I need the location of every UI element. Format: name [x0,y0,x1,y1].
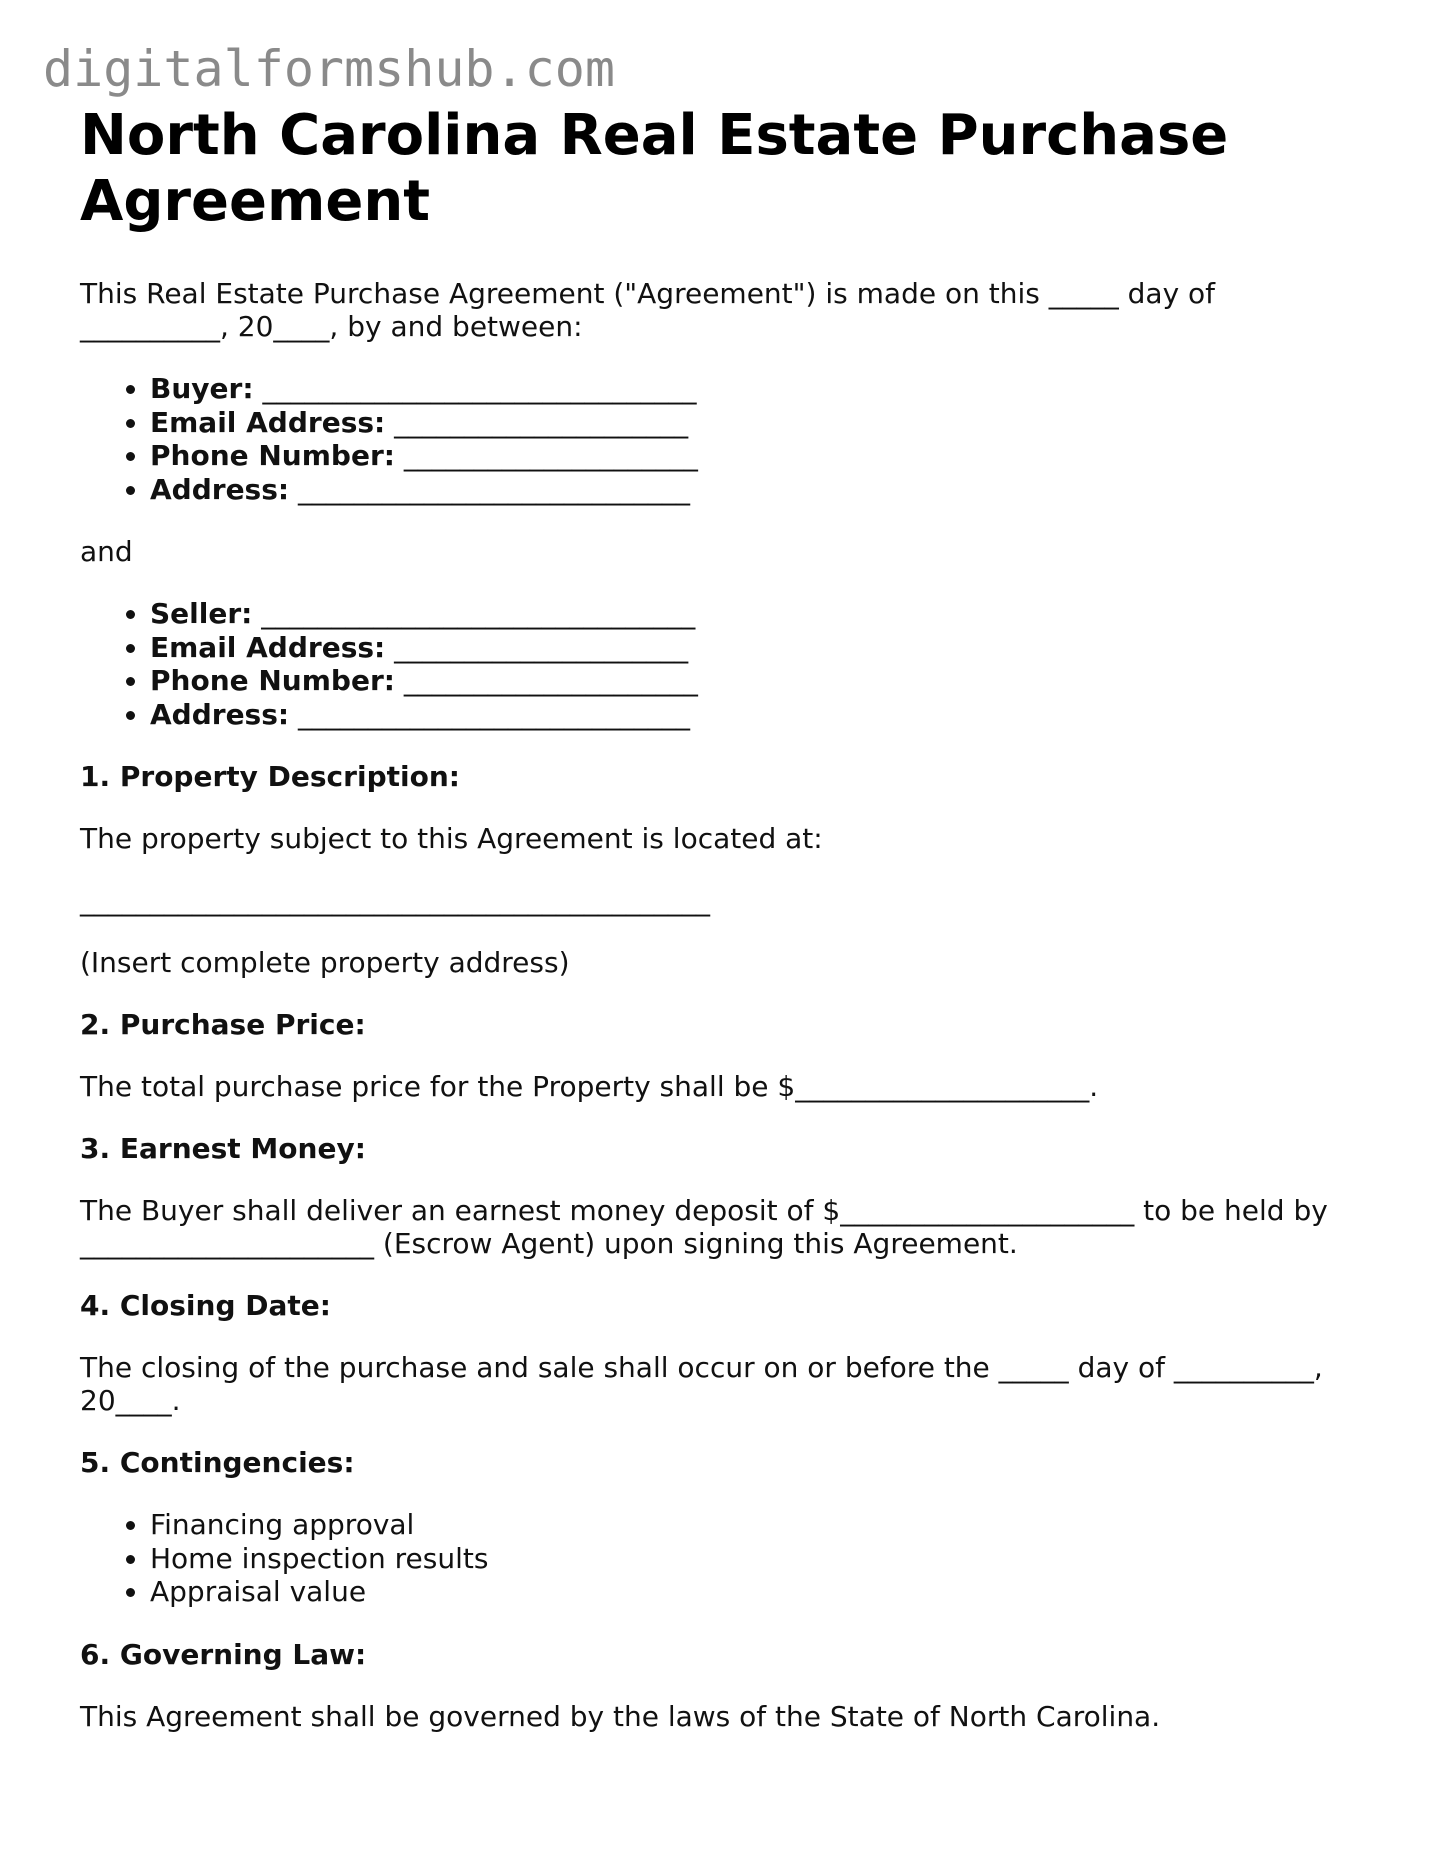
fill-blank: ____________________________ [298,697,690,731]
section-heading-contingencies: 5. Contingencies: [80,1446,355,1479]
fill-blank: _______________________________ [262,372,697,405]
fill-blank: _____________________ [403,439,698,472]
list-item: • Financing approval [150,1508,1380,1542]
fill-blank: _______________________________ [261,597,696,630]
section-heading-price: 2. Purchase Price: [80,1008,366,1041]
buyer-name-field [150,372,1380,406]
seller-phone-field [150,664,1380,698]
list-item: • Home inspection results [150,1542,1380,1576]
and-connector: and [80,535,133,568]
section-heading-earnest: 3. Earnest Money: [80,1132,366,1165]
contingency-list [80,1508,1380,1609]
buyer-field-list [80,372,1380,506]
seller-field-list [80,597,1380,731]
field-label: Seller: [150,597,253,630]
section-heading-property: 1. Property Description: [80,760,460,793]
document-title: North Carolina Real Estate Purchase Agreement [80,103,1229,234]
field-label: Buyer: [150,372,254,405]
section-heading-law: 6. Governing Law: [80,1637,367,1671]
fill-blank: _____________________ [394,630,689,664]
field-label: Address: [150,697,290,731]
buyer-address-field [150,473,1380,507]
field-label: Address: [150,472,290,506]
intro-paragraph: This Real Estate Purchase Agreement ("Agreement") is made on this _____ day of __________, 20____, by and between: [80,277,1216,343]
closing-text: The closing of the purchase and sale shall occur on or before the _____ day of __________, 20____. [80,1351,1323,1417]
earnest-text: The Buyer shall deliver an earnest money deposit of $_____________________ to be held by _____________________ (Escrow Agent) upon signing this Agreement. [80,1194,1328,1260]
buyer-email-field [150,406,1380,440]
buyer-phone-field [150,439,1380,473]
list-item: • Appraisal value [150,1575,1380,1609]
field-label: Phone Number: [150,439,395,472]
law-text: This Agreement shall be governed by the laws of the State of North Carolina. [80,1699,1161,1733]
document [80,103,1380,1733]
watermark: digitalformshub.com [43,40,615,98]
property-address-blank: _____________________________________________ [80,884,710,917]
fill-blank: _____________________ [403,664,698,697]
seller-email-field [150,631,1380,665]
property-text: The property subject to this Agreement is located at: [80,822,823,855]
section-heading-closing: 4. Closing Date: [80,1289,331,1322]
fill-blank: ____________________________ [298,472,690,506]
price-text: The total purchase price for the Property shall be $_____________________. [80,1070,1099,1103]
field-label: Email Address: [150,630,386,664]
property-note: (Insert complete property address) [80,946,570,979]
field-label: Phone Number: [150,664,395,697]
seller-address-field [150,698,1380,732]
field-label: Email Address: [150,405,386,439]
seller-name-field [150,597,1380,631]
fill-blank: _____________________ [394,405,689,439]
